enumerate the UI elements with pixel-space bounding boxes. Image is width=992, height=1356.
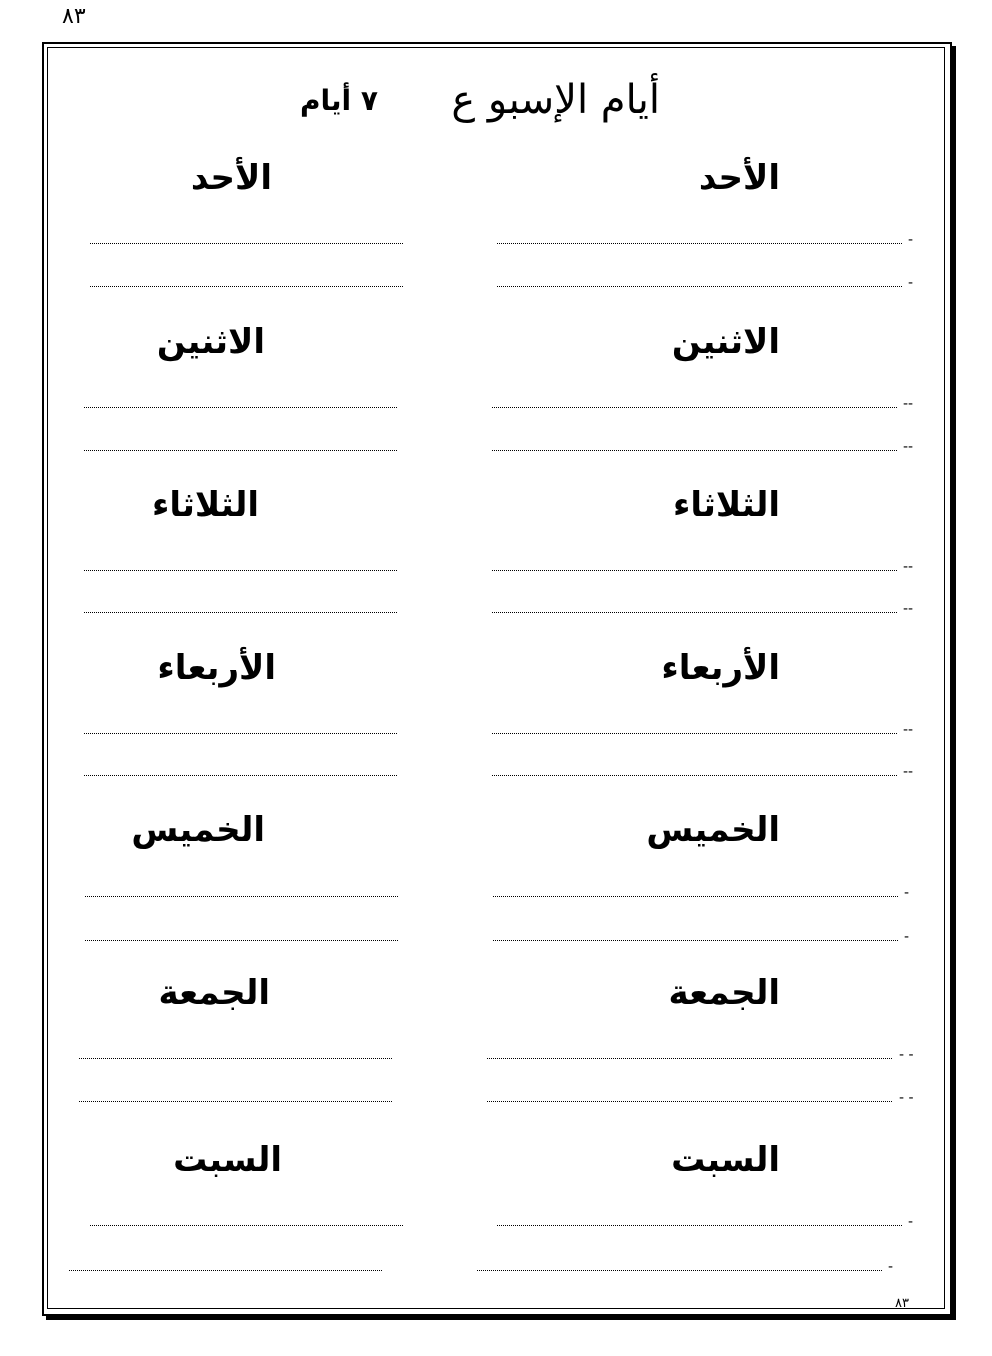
day-label-left: الثلاثاء <box>151 485 259 525</box>
line-prefix: -- <box>903 601 914 617</box>
writing-line[interactable] <box>487 1101 892 1102</box>
line-prefix: - <box>908 1214 914 1230</box>
line-prefix: - - <box>899 1047 914 1063</box>
writing-line[interactable] <box>492 450 897 451</box>
page-number-bottom: ٨٣ <box>895 1296 909 1311</box>
line-prefix: -- <box>903 764 914 780</box>
day-label-right: الخميس <box>646 810 780 850</box>
writing-line[interactable] <box>497 1225 902 1226</box>
line-prefix: -- <box>903 439 914 455</box>
writing-line[interactable] <box>492 775 897 776</box>
writing-line[interactable] <box>497 243 902 244</box>
writing-line[interactable] <box>84 570 397 571</box>
line-prefix: - - <box>899 1090 914 1106</box>
writing-line[interactable] <box>84 407 397 408</box>
writing-line[interactable] <box>84 733 397 734</box>
writing-line[interactable] <box>487 1058 892 1059</box>
writing-line[interactable] <box>90 1225 403 1226</box>
writing-line[interactable] <box>84 775 397 776</box>
day-label-right: الاثنين <box>671 322 780 362</box>
line-prefix: - <box>888 1259 894 1275</box>
day-label-left: الاثنين <box>156 322 265 362</box>
line-prefix: - <box>904 929 910 945</box>
day-label-right: الثلاثاء <box>672 485 780 525</box>
writing-line[interactable] <box>493 896 898 897</box>
line-prefix: - <box>904 885 910 901</box>
line-prefix: - <box>908 275 914 291</box>
day-label-left: الأربعاء <box>157 648 276 688</box>
writing-line[interactable] <box>497 286 902 287</box>
writing-line[interactable] <box>492 407 897 408</box>
writing-line[interactable] <box>477 1270 882 1271</box>
title-row <box>300 70 660 130</box>
writing-line[interactable] <box>85 940 398 941</box>
writing-line[interactable] <box>69 1270 382 1271</box>
line-prefix: -- <box>903 559 914 575</box>
writing-line[interactable] <box>90 243 403 244</box>
writing-line[interactable] <box>492 612 897 613</box>
line-prefix: - <box>908 232 914 248</box>
writing-line[interactable] <box>84 450 397 451</box>
day-label-right: الأحد <box>698 158 780 198</box>
writing-line[interactable] <box>492 733 897 734</box>
line-prefix: -- <box>903 722 914 738</box>
line-prefix: -- <box>903 396 914 412</box>
day-label-left: الجمعة <box>158 973 270 1013</box>
writing-line[interactable] <box>492 570 897 571</box>
day-label-right: السبت <box>671 1140 780 1180</box>
day-label-left: الأحد <box>190 158 272 198</box>
day-label-left: السبت <box>173 1140 282 1180</box>
day-label-right: الأربعاء <box>661 648 780 688</box>
writing-line[interactable] <box>84 612 397 613</box>
day-label-left: الخميس <box>131 810 265 850</box>
writing-line[interactable] <box>79 1058 392 1059</box>
day-label-right: الجمعة <box>668 973 780 1013</box>
writing-line[interactable] <box>79 1101 392 1102</box>
page-number-top: ٨٣ <box>62 4 86 29</box>
writing-line[interactable] <box>493 940 898 941</box>
writing-line[interactable] <box>85 896 398 897</box>
days-count: ٧ أيام <box>300 83 378 117</box>
page-title: أيام الإسبو ع <box>451 77 660 123</box>
writing-line[interactable] <box>90 286 403 287</box>
